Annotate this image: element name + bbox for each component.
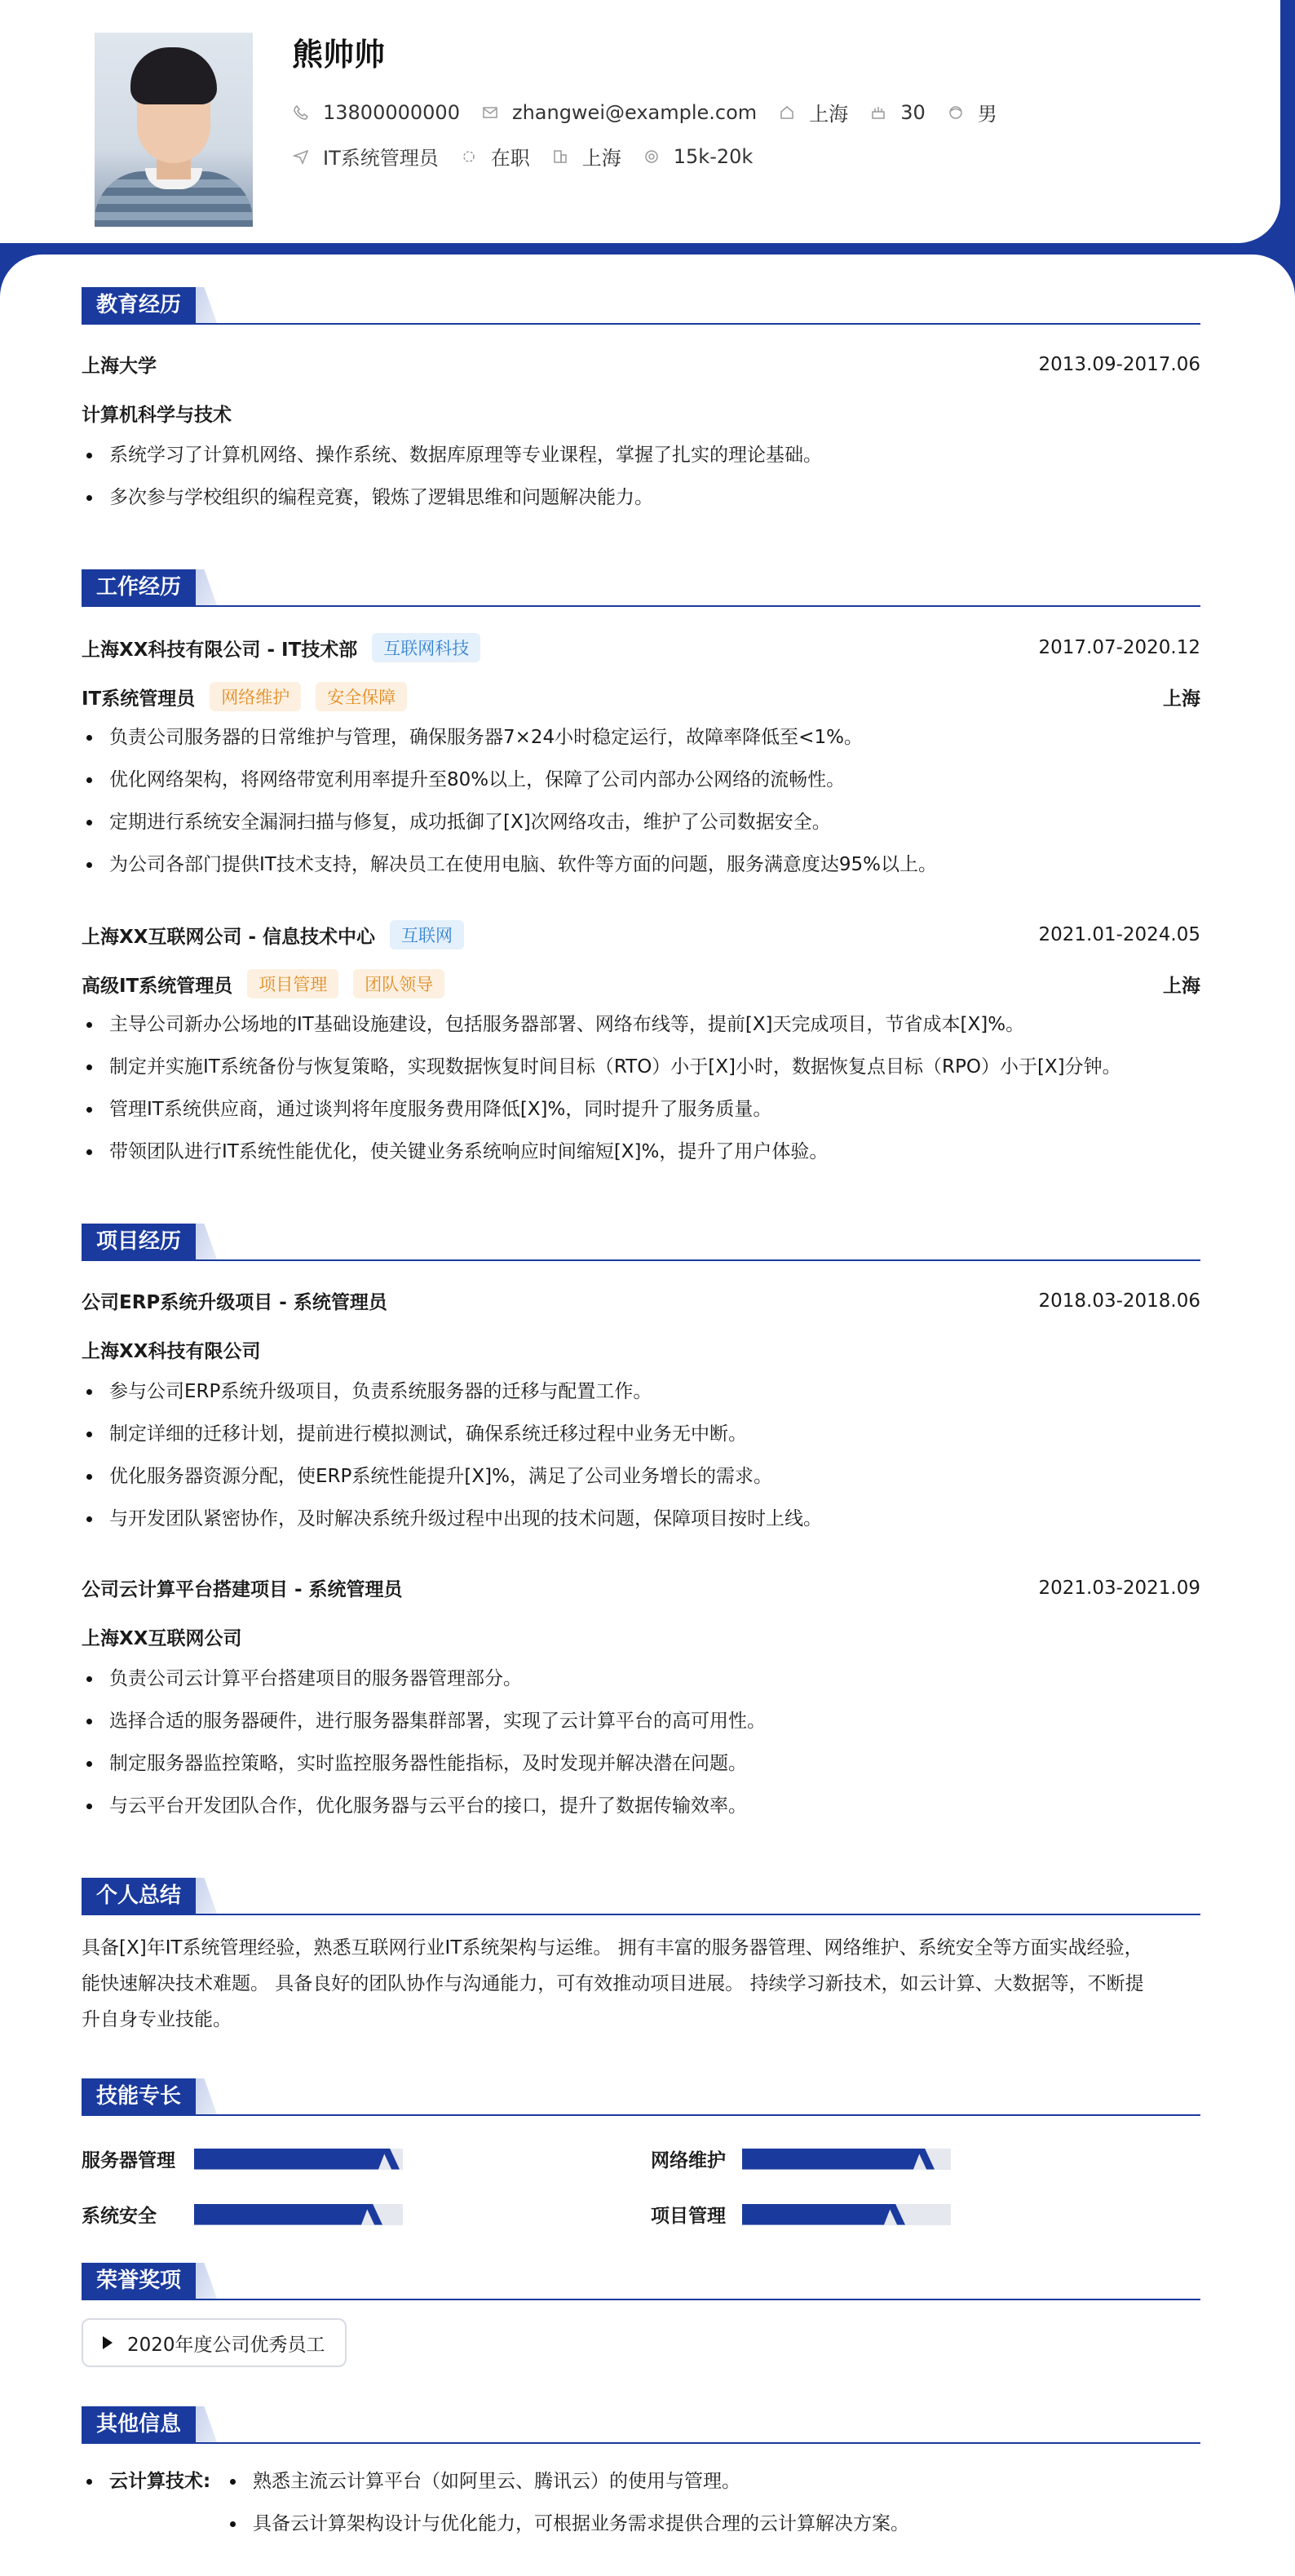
section-title: 荣誉奖项: [82, 2263, 196, 2299]
avatar: [95, 33, 253, 227]
list-item: 优化服务器资源分配，使ERP系统性能提升[X]%，满足了公司业务增长的需求。: [82, 1455, 1200, 1498]
salary-text: 15k-20k: [673, 144, 754, 168]
section-title: 个人总结: [82, 1878, 196, 1914]
project-row: [82, 1287, 1200, 1314]
building-icon: [551, 148, 569, 166]
major-row: [82, 400, 1200, 427]
project-bullets: [82, 1658, 1200, 1827]
education-row: [82, 351, 1200, 378]
award-item: [82, 2318, 347, 2367]
phone-icon: [292, 104, 310, 122]
list-item: 制定详细的迁移计划，提前进行模拟测试，确保系统迁移过程中业务无中断。: [82, 1413, 1200, 1455]
skill-bar-cap: [917, 2149, 935, 2170]
section-header: [82, 2406, 1200, 2444]
skill-bar-fill: [742, 2204, 892, 2225]
skill-item: [651, 2201, 951, 2228]
summary-line: 具备[X]年IT系统管理经验，熟悉互联网行业IT系统架构与运维。 拥有丰富的服务器管理、网络维护、系统安全等方面实战经验，: [82, 1937, 1143, 1959]
role-row: [82, 969, 1200, 998]
section-header: [82, 569, 1200, 607]
list-item: 主导公司新办公场地的IT基础设施建设，包括服务器部署、网络布线等，提前[X]天完成项目，节省成本[X]%。: [82, 1003, 1200, 1046]
skill-bar-cap: [365, 2204, 382, 2225]
status-text: 在职: [490, 147, 530, 170]
skill-item: [651, 2145, 951, 2172]
age-text: 30: [900, 100, 926, 124]
section-header: [82, 2263, 1200, 2300]
skills-section: [82, 2078, 1200, 2227]
list-item: 带领团队进行IT系统性能优化，使关键业务系统响应时间缩短[X]%，提升了用户体验。: [82, 1131, 1200, 1173]
email-text: zhangwei@example.com: [511, 100, 758, 124]
role-row: [82, 682, 1200, 711]
industry-tag: 互联网: [390, 920, 464, 949]
hometown-text: 上海: [809, 103, 849, 126]
candidate-name: 熊帅帅: [292, 37, 386, 73]
list-item: 负责公司服务器的日常维护与管理，确保服务器7×24小时稳定运行，故障率降低至<1%。: [82, 716, 1200, 759]
skill-tag: 安全保障: [316, 682, 407, 711]
company-name: 上海XX科技有限公司 - IT技术部: [82, 639, 358, 661]
skill-label: 项目管理: [651, 2206, 726, 2227]
coin-icon: [643, 148, 661, 166]
phone-item: [292, 101, 460, 124]
skill-bar-cap: [887, 2204, 905, 2225]
city-text: 上海: [581, 147, 621, 170]
honors-section: [82, 2263, 1200, 2356]
project-org: 上海XX互联网公司: [82, 1628, 242, 1649]
section-title-tail: [196, 2263, 217, 2299]
job-row: [82, 633, 1200, 662]
job-intent-row: [292, 142, 774, 170]
school-name: 上海大学: [82, 356, 157, 377]
skill-bar: [742, 2204, 951, 2225]
list-item: 多次参与学校组织的编程竞赛，锻炼了逻辑思维和问题解决能力。: [82, 476, 1200, 519]
skill-bar: [194, 2149, 403, 2170]
section-title-tail: [196, 287, 217, 323]
skill-tag: 项目管理: [247, 969, 338, 998]
list-item: 与开发团队紧密协作，及时解决系统升级过程中出现的技术问题，保障项目按时上线。: [82, 1498, 1200, 1540]
age-item: [869, 101, 926, 124]
section-title-tail: [196, 1878, 217, 1914]
job-location: 上海: [1163, 688, 1200, 710]
section-title-tail: [196, 569, 217, 605]
job-bullets: [82, 716, 1200, 886]
section-title: 技能专长: [82, 2078, 196, 2114]
list-item: 定期进行系统安全漏洞扫描与修复，成功抵御了[X]次网络攻击，维护了公司数据安全。: [82, 801, 1200, 843]
skill-label: 服务器管理: [82, 2150, 175, 2171]
skill-label: 网络维护: [651, 2150, 726, 2171]
list-item: 系统学习了计算机网络、操作系统、数据库原理等专业课程，掌握了扎实的理论基础。: [82, 434, 1200, 476]
job-period: 2017.07-2020.12: [1038, 637, 1200, 658]
job-period: 2021.01-2024.05: [1038, 924, 1200, 945]
project-org: 上海XX科技有限公司: [82, 1341, 261, 1362]
list-item: 为公司各部门提供IT技术支持，解决员工在使用电脑、软件等方面的问题，服务满意度达95%以上。: [82, 843, 1200, 886]
list-item: 具备云计算架构设计与优化能力，可根据业务需求提供合理的云计算解决方案。: [225, 2503, 1200, 2545]
phone-text: 13800000000: [323, 100, 460, 124]
list-item: 制定并实施IT系统备份与恢复策略，实现数据恢复时间目标（RTO）小于[X]小时，数据恢复点目标（RPO）小于[X]分钟。: [82, 1046, 1200, 1088]
section-title: 工作经历: [82, 569, 196, 605]
project-name: 公司ERP系统升级项目 - 系统管理员: [82, 1292, 387, 1313]
mail-icon: [481, 104, 499, 122]
job-location: 上海: [1163, 975, 1200, 997]
send-icon: [292, 148, 310, 166]
skill-bar-fill: [194, 2204, 369, 2225]
skill-bar-fill: [742, 2149, 922, 2170]
skill-bar: [194, 2204, 403, 2225]
education-bullets: [82, 434, 1200, 519]
award-name: 2020年度公司优秀员工: [127, 2334, 325, 2356]
section-title: 其他信息: [82, 2406, 196, 2442]
project-bullets: [82, 1370, 1200, 1540]
user-icon: [947, 104, 965, 122]
skill-item: [82, 2201, 403, 2228]
email-item: [481, 101, 757, 124]
gender-text: 男: [977, 103, 997, 126]
summary-text: [82, 1930, 1200, 2038]
skill-item: [82, 2145, 403, 2172]
job-row: [82, 920, 1200, 949]
position-item: [292, 142, 439, 170]
other-bullets: [225, 2460, 1200, 2545]
skill-tag: 团队领导: [353, 969, 444, 998]
section-title: 教育经历: [82, 287, 196, 323]
summary-section: [82, 1878, 1200, 2030]
summary-line: 升自身专业技能。: [82, 2009, 232, 2030]
job-bullets: [82, 1003, 1200, 1173]
project-period: 2021.03-2021.09: [1038, 1577, 1200, 1599]
section-title-tail: [196, 2406, 217, 2442]
list-item: 选择合适的服务器硬件，进行服务器集群部署，实现了云计算平台的高可用性。: [82, 1700, 1200, 1742]
project-org-row: [82, 1336, 1200, 1363]
section-title: 项目经历: [82, 1224, 196, 1259]
summary-line: 能快速解决技术难题。 具备良好的团队协作与沟通能力，可有效推动项目进展。 持续学习新技术，如云计算、大数据等，不断提: [82, 1973, 1144, 1994]
work-section: [82, 569, 1200, 1162]
home-icon: [778, 104, 796, 122]
position-text: IT系统管理员: [323, 147, 439, 170]
salary-item: [643, 145, 754, 168]
role-name: 高级IT系统管理员: [82, 975, 233, 997]
section-header: [82, 2078, 1200, 2116]
skill-label: 系统安全: [82, 2206, 157, 2227]
other-section: [82, 2406, 1200, 2534]
status-item: [460, 142, 530, 170]
other-key: 云计算技术:: [109, 2471, 211, 2492]
contact-row: [292, 98, 1019, 126]
list-item: 与云平台开发团队合作，优化服务器与云平台的接口，提升了数据传输效率。: [82, 1785, 1200, 1827]
section-header: [82, 1224, 1200, 1261]
list-item: 熟悉主流云计算平台（如阿里云、腾讯云）的使用与管理。: [225, 2460, 1200, 2503]
section-header: [82, 1878, 1200, 1915]
skill-bar-cap: [382, 2149, 400, 2170]
role-name: IT系统管理员: [82, 688, 196, 710]
skill-tag: 网络维护: [210, 682, 301, 711]
triangle-icon: [103, 2336, 113, 2349]
section-title-tail: [196, 2078, 217, 2114]
major-name: 计算机科学与技术: [82, 405, 232, 426]
status-icon: [460, 148, 478, 166]
profile-header: [0, 0, 1280, 243]
cake-icon: [869, 104, 887, 122]
project-org-row: [82, 1623, 1200, 1650]
list-item: 管理IT系统供应商，通过谈判将年度服务费用降低[X]%，同时提升了服务质量。: [82, 1088, 1200, 1131]
skill-bar-fill: [194, 2149, 387, 2170]
section-header: [82, 287, 1200, 325]
list-item: 负责公司云计算平台搭建项目的服务器管理部分。: [82, 1658, 1200, 1700]
project-name: 公司云计算平台搭建项目 - 系统管理员: [82, 1579, 403, 1600]
list-item: 优化网络架构，将网络带宽利用率提升至80%以上，保障了公司内部办公网络的流畅性。: [82, 759, 1200, 801]
section-title-tail: [196, 1224, 217, 1259]
list-item: 参与公司ERP系统升级项目，负责系统服务器的迁移与配置工作。: [82, 1370, 1200, 1413]
hometown-item: [778, 98, 848, 126]
bullet-dot: [86, 2479, 92, 2485]
company-name: 上海XX互联网公司 - 信息技术中心: [82, 926, 376, 948]
resume-body: [0, 255, 1295, 2576]
projects-section: [82, 1224, 1200, 1817]
list-item: 制定服务器监控策略，实时监控服务器性能指标，及时发现并解决潜在问题。: [82, 1742, 1200, 1785]
skill-bar: [742, 2149, 951, 2170]
industry-tag: 互联网科技: [372, 633, 480, 662]
project-period: 2018.03-2018.06: [1038, 1290, 1200, 1312]
project-row: [82, 1574, 1200, 1601]
education-section: [82, 287, 1200, 508]
gender-item: [947, 98, 997, 126]
city-item: [551, 142, 621, 170]
education-period: 2013.09-2017.06: [1038, 353, 1200, 375]
